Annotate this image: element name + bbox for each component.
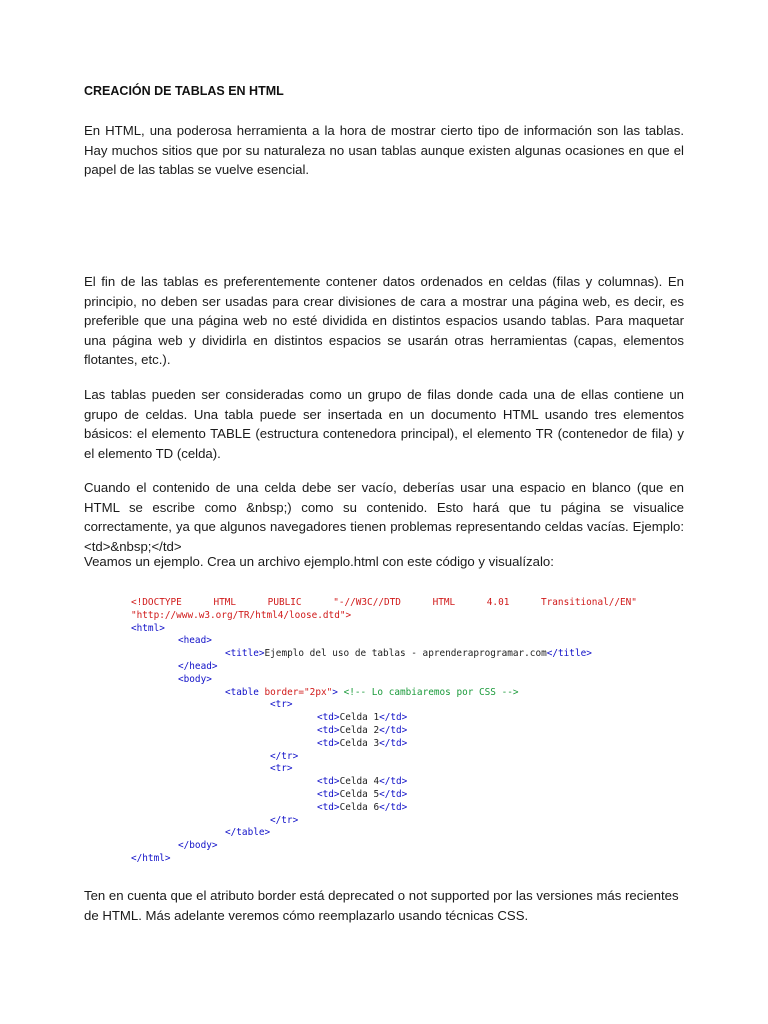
code-token: HTML [432,597,456,608]
paragraph-border-note: Ten en cuenta que el atributo border está deprecated o not supported por las versiones más recientes de HTML. Más adelante veremos cómo reemplazarlo usando técnicas CSS. [84,888,679,923]
code-tag: <td> [317,712,340,724]
code-tag: <td> [317,788,340,800]
code-tag: </td> [379,801,408,813]
code-line-td [131,712,637,725]
code-cell-text: Celda 4 [339,776,380,788]
code-tag: <title> [225,648,265,660]
code-token: 4.01 [486,597,510,608]
code-cell-text: Celda 1 [339,712,380,724]
code-line-td [131,776,637,789]
code-line-tr-close [131,751,637,764]
code-line-tr-open [131,699,637,712]
code-line-doctype [131,597,637,610]
page-title: CREACIÓN DE TABLAS EN HTML [84,84,284,98]
code-line-table-open [131,687,637,700]
code-line-td [131,789,637,802]
code-line-head-open [131,635,637,648]
code-token: <!DOCTYPE [131,597,182,608]
code-cell-text: Celda 5 [339,788,380,800]
code-tag: </tr> [270,750,299,762]
code-tag: <td> [317,801,340,813]
code-line-tr-open [131,763,637,776]
paragraph-intro: En HTML, una poderosa herramienta a la hora de mostrar cierto tipo de información son las tablas. Hay muchos sitios que por su naturaleza no usan tablas aunque existen algunas ocasiones en que el papel de las tablas se vuelve esencial. [84,123,684,178]
code-line-html-open: <html> [131,622,165,634]
code-tag: </td> [379,737,408,749]
code-comment: <!-- Lo cambiaremos por CSS --> [343,686,519,698]
code-token: PUBLIC [267,597,302,608]
code-tag: </head> [178,660,218,672]
code-line-head-close [131,661,637,674]
code-tag: > [332,686,338,698]
code-attribute: border="2px" [264,686,333,698]
code-tag: </tr> [270,814,299,826]
code-line-body-close [131,840,637,853]
code-block [131,597,637,866]
code-tag: </td> [379,788,408,800]
code-token: HTML [213,597,237,608]
code-tag: <table [225,686,265,698]
code-tag: </table> [225,827,271,839]
code-tag: <td> [317,724,340,736]
code-line-table-close [131,827,637,840]
code-tag: <body> [178,673,212,685]
code-tag: <td> [317,776,340,788]
code-tag: <head> [178,635,212,647]
code-line-title [131,648,637,661]
code-line-td [131,738,637,751]
code-cell-text: Celda 6 [339,801,380,813]
paragraph-structure: Las tablas pueden ser consideradas como un grupo de filas donde cada una de ellas contiene un grupo de celdas. Una tabla puede ser insertada en un documento HTML usando tres elementos básicos: el elemento TABLE (estructura contenedora principal), el elemento TR (contenedor de fila) y el elemento TD (celda). [84,387,684,461]
code-tag: <td> [317,737,340,749]
code-tag: <tr> [270,699,293,711]
code-tag: <tr> [270,763,293,775]
code-cell-text: Celda 2 [339,724,380,736]
code-line-body-open [131,674,637,687]
code-token: "-//W3C//DTD [333,597,401,608]
code-cell-text: Celda 3 [339,737,380,749]
code-tag: </td> [379,712,408,724]
code-token: Transitional//EN" [541,597,637,608]
code-tag: </td> [379,724,408,736]
code-line-td [131,725,637,738]
code-text: Ejemplo del uso de tablas - aprenderaprogramar.com [264,648,547,660]
code-line-tr-close [131,815,637,828]
code-line-td [131,802,637,815]
code-tag: </title> [546,648,592,660]
paragraph-empty-cells: Cuando el contenido de una celda debe ser vacío, deberías usar una espacio en blanco (que en HTML se escribe como &nbsp;) como su contenido. Esto hará que tu página se visualice correctamente, ya que algunos navegadores tienen problemas representando celdas vacías. Ejemplo: <td>&nbsp;</td> [84,480,684,554]
code-tag: </td> [379,776,408,788]
code-line-html-close: </html> [131,852,171,864]
paragraph-purpose: El fin de las tablas es preferentemente contener datos ordenados en celdas (filas y columnas). En principio, no deben ser usadas para crear divisiones de cara a mostrar una página web, es decir, es preferible que una página web no esté dividida en distintos espacios usando tablas. Para maquetar una página web y dividirla en distintos espacios se usarán otras herramientas (capas, elementos flotantes, etc.). [84,274,684,368]
code-line-doctype-url: "http://www.w3.org/TR/html4/loose.dtd"> [131,609,352,621]
code-tag: </body> [178,840,218,852]
paragraph-example-intro: Veamos un ejemplo. Crea un archivo ejemplo.html con este código y visualízalo: [84,554,554,569]
